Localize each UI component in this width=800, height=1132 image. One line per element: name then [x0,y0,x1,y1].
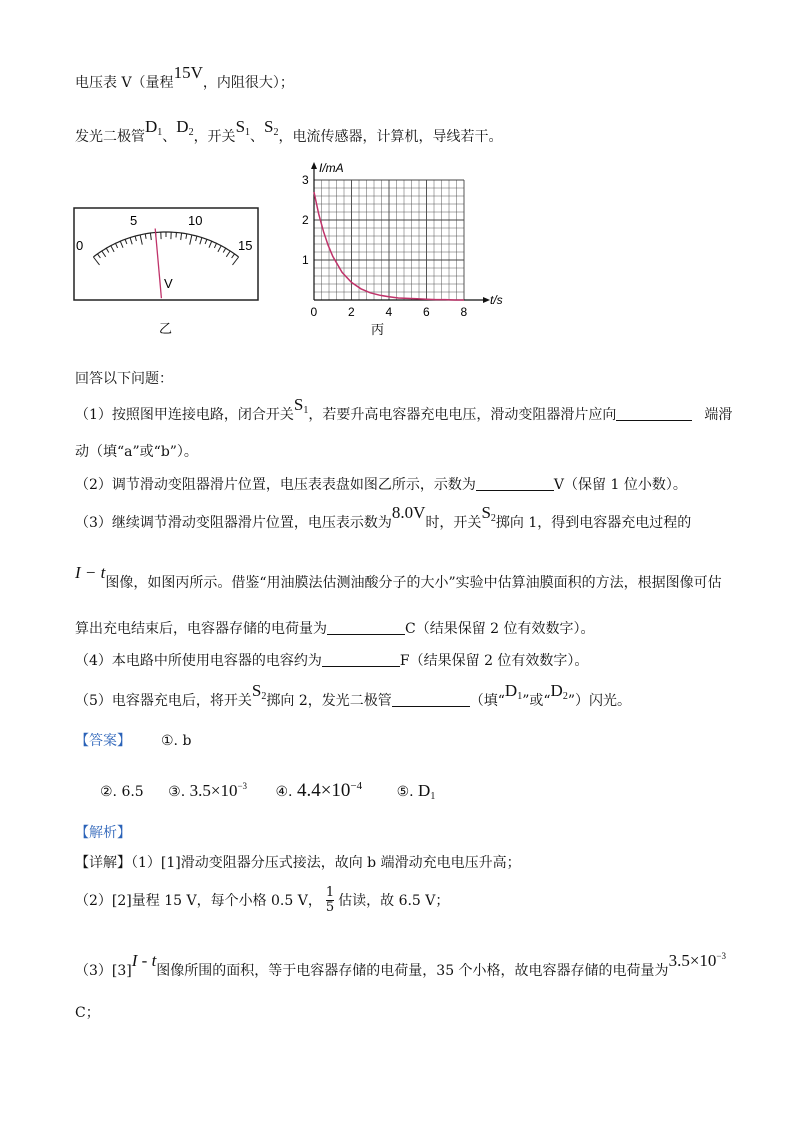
answer-3-label: ③. [168,784,190,800]
prompt-line: 回答以下问题： [75,371,173,387]
q4-text-b: F（结果保留 2 位有效数字）。 [399,653,589,669]
y-tick-label: 2 [302,213,309,227]
analysis-line-1: 【详解】（1）[1]滑动变阻器分压式接法，故向 b 端滑动充电电压升高； [75,855,521,871]
y-axis-label: I/mA [319,161,344,175]
question-1-line-2: 动（填“a”或“b”）。 [75,444,198,460]
y-tick-label: 3 [302,173,309,187]
analysis-it-symbol: I - t [131,951,157,970]
analysis-tag: 【解析】 [75,825,131,841]
analysis-3-text-a: （3）[3] [75,963,132,979]
diode-d1: $D_1$ [145,117,163,138]
q5-text-c: （填“ [469,693,505,709]
x-tick-label: 2 [348,305,355,319]
q3-text-e: 算出充电结束后，电容器存储的电荷量为 [75,621,327,637]
scale-label-0: 0 [76,238,84,253]
x-axis-arrow [483,297,490,303]
y-tick-label: 1 [302,253,309,267]
q3-switch: $S_2$ [481,503,496,524]
q5-d1: $D_1$ [504,681,523,702]
components-line [75,117,503,147]
question-2 [75,474,687,494]
sep2: 、 [250,129,265,145]
needle-label: V [164,276,173,291]
q3-text-d: 图像，如图丙所示。借鉴“用油膜法估测油酸分子的大小”实验中估算油膜面积的方法，根据图像可估 [105,575,722,591]
x-tick-label: 6 [423,305,430,319]
question-3-line-3 [75,618,595,638]
chart-grid [314,180,464,300]
q1-text-b: ，若要升高电容器充电电压，滑动变阻器滑片应向 [308,407,617,423]
switch-s1: $S_1$ [235,117,251,138]
answer-4-label: ④. [275,784,297,800]
voltmeter-prefix: 电压表 V（量程 [75,75,174,91]
analysis-line-4: C； [75,1005,100,1021]
analysis-line-3 [75,951,726,980]
voltmeter-suffix: ，内阻很大）； [202,75,294,91]
analysis-fraction: $\frac{1}{5}$ [325,885,335,916]
q5-text-end: ”）闪光。 [567,693,631,709]
q3-text-a: （3）继续调节滑动变阻器滑片位置，电压表示数为 [75,515,392,531]
diode-d2: $D_2$ [176,117,194,138]
x-tick-label: 4 [385,305,393,319]
question-3-line-2 [75,563,722,592]
q4-answer-blank[interactable] [322,652,400,667]
sep1: 、 [162,129,177,145]
answer-2: ②. 6.5 [100,784,144,800]
voltmeter-range: 15V [173,63,203,82]
scale-label-10: 10 [188,213,203,228]
q3-voltage-value: 8.0V [391,503,426,522]
q5-d2: $D_2$ [550,681,568,702]
q3-text-c: 掷向 1，得到电容器充电过程的 [495,515,692,531]
question-5 [75,681,631,711]
voltmeter-dial-figure [70,200,270,340]
q5-text-mid: ”或“ [522,693,551,709]
caption-bing: 丙 [371,322,385,337]
x-tick-label: 8 [460,305,468,319]
chart-axes [311,162,490,303]
answer-5-value: $D_1$ [418,781,436,802]
q5-answer-blank[interactable] [392,692,470,707]
scale-label-5: 5 [130,213,138,228]
chart-tick-labels [302,173,468,319]
q5-switch: $S_2$ [251,681,267,702]
q5-text-a: （5）电容器充电后，将开关 [75,693,252,709]
q3-text-f: C（结果保留 2 位有效数字）。 [405,621,595,637]
q3-text-b: 时，开关 [425,515,482,531]
y-axis-arrow [311,162,317,169]
question-1-line-1 [75,395,733,425]
q1-text-a: （1）按照图甲连接电路，闭合开关 [75,407,294,423]
q1-answer-blank[interactable] [616,406,692,421]
switch-prefix: ，开关 [193,129,236,145]
answer-line-2 [100,780,435,802]
current-time-chart [296,160,516,340]
q1-switch: $S_1$ [293,395,309,416]
voltmeter-line [75,63,294,92]
analysis-charge-value: $3.5\times 10^{-3}$ [668,951,726,970]
x-tick-label: 0 [310,305,318,319]
answer-4-value: $4.4\times 10^{-4}$ [296,780,363,801]
diode-prefix: 发光二极管 [75,129,145,145]
question-4 [75,650,588,670]
scale-label-15: 15 [238,238,253,253]
q3-it-symbol: I − t [75,563,106,582]
x-axis-label: t/s [490,293,503,307]
q2-text-a: （2）调节滑动变阻器滑片位置，电压表表盘如图乙所示，示数为 [75,477,476,493]
answer-line-1 [75,730,191,750]
q4-text-a: （4）本电路中所使用电容器的电容约为 [75,653,322,669]
q2-text-b: V（保留 1 位小数）。 [553,477,687,493]
switch-s2: $S_2$ [264,117,279,138]
analysis-2-text-a: （2）[2]量程 15 V，每个小格 0.5 V， [75,892,322,909]
answer-tag: 【答案】 [75,733,131,749]
analysis-3-text-b: 图像所围的面积，等于电容器存储的电荷量，35 个小格，故电容器存储的电荷量为 [156,963,669,979]
answer-3-value: $3.5\times 10^{-3}$ [189,781,248,800]
diode-suffix: ，电流传感器，计算机，导线若干。 [278,129,503,145]
question-3-line-1 [75,503,692,533]
q3-answer-blank[interactable] [327,620,405,635]
q2-answer-blank[interactable] [476,476,554,491]
q1-text-c: 端滑 [704,407,733,423]
caption-yi: 乙 [159,321,173,336]
answer-5-label: ⑤. [396,784,419,800]
analysis-line-2 [75,886,449,916]
q5-text-b: 掷向 2，发光二极管 [266,693,392,709]
analysis-2-text-b: 估读，故 6.5 V； [338,892,450,909]
answer-1: ①. b [161,733,192,749]
